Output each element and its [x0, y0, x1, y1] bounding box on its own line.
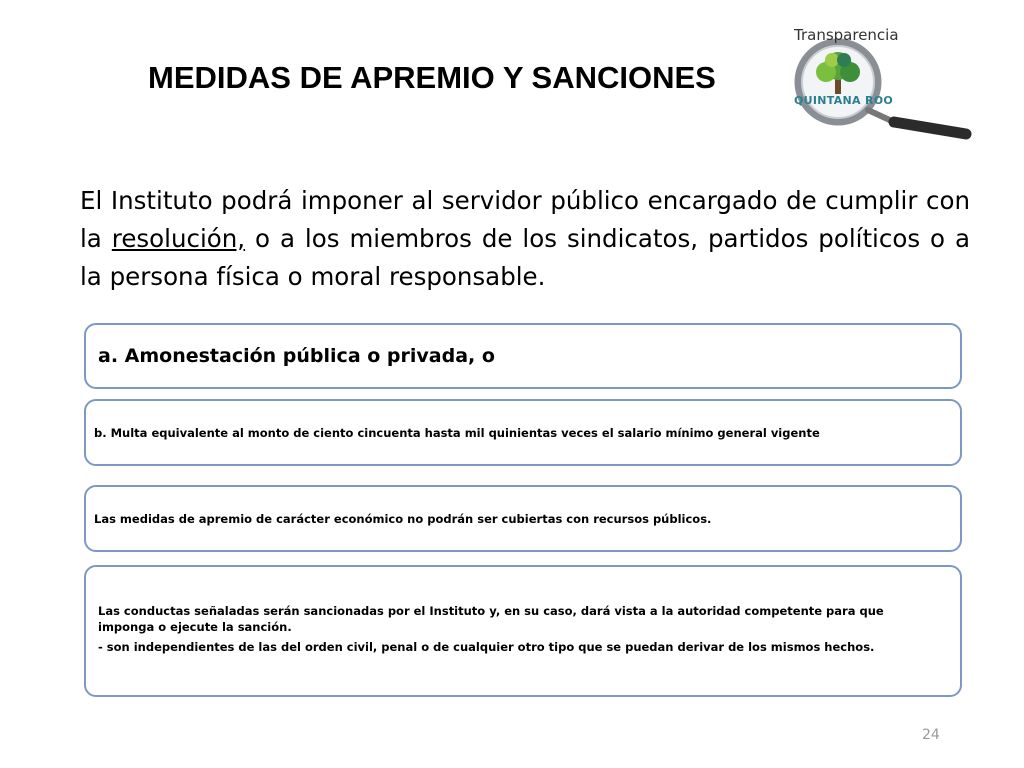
sanction-box-a: [84, 323, 962, 389]
intro-underlined-word: resolución,: [111, 224, 246, 253]
note-box-economic: [84, 485, 962, 552]
conduct-note-text: Las conductas señaladas serán sancionadas por el Instituto y, en su caso, dará vista a la autoridad competente para que imponga o ejecute la sanción.: [98, 604, 884, 634]
intro-text-1: El Instituto podrá imponer al servidor público encargado de cumplir con la: [80, 186, 970, 253]
independence-note-text: - son independientes de las del orden civil, penal o de cualquier otro tipo que se puedan derivar de los mismos hechos.: [98, 640, 875, 654]
logo-org: QUINTANA ROO: [794, 94, 894, 107]
transparencia-logo: [784, 22, 984, 146]
slide-title: MEDIDAS DE APREMIO Y SANCIONES: [148, 60, 716, 95]
note-box-conduct: [84, 565, 962, 697]
sanction-b-text: b. Multa equivalente al monto de ciento cincuenta hasta mil quinientas veces el salario mínimo general vigente: [94, 425, 820, 440]
logo-word: Transparencia: [794, 26, 899, 44]
economic-note-text: Las medidas de apremio de carácter económico no podrán ser cubiertas con recursos públicos.: [94, 511, 712, 526]
sanction-box-b: [84, 399, 962, 466]
page-number: 24: [922, 727, 940, 743]
sanction-a-text: a. Amonestación pública o privada, o: [98, 345, 495, 367]
intro-paragraph: [80, 182, 970, 296]
intro-text-2: o a los miembros de los sindicatos, partidos políticos o a la persona física o moral responsable.: [80, 224, 971, 291]
